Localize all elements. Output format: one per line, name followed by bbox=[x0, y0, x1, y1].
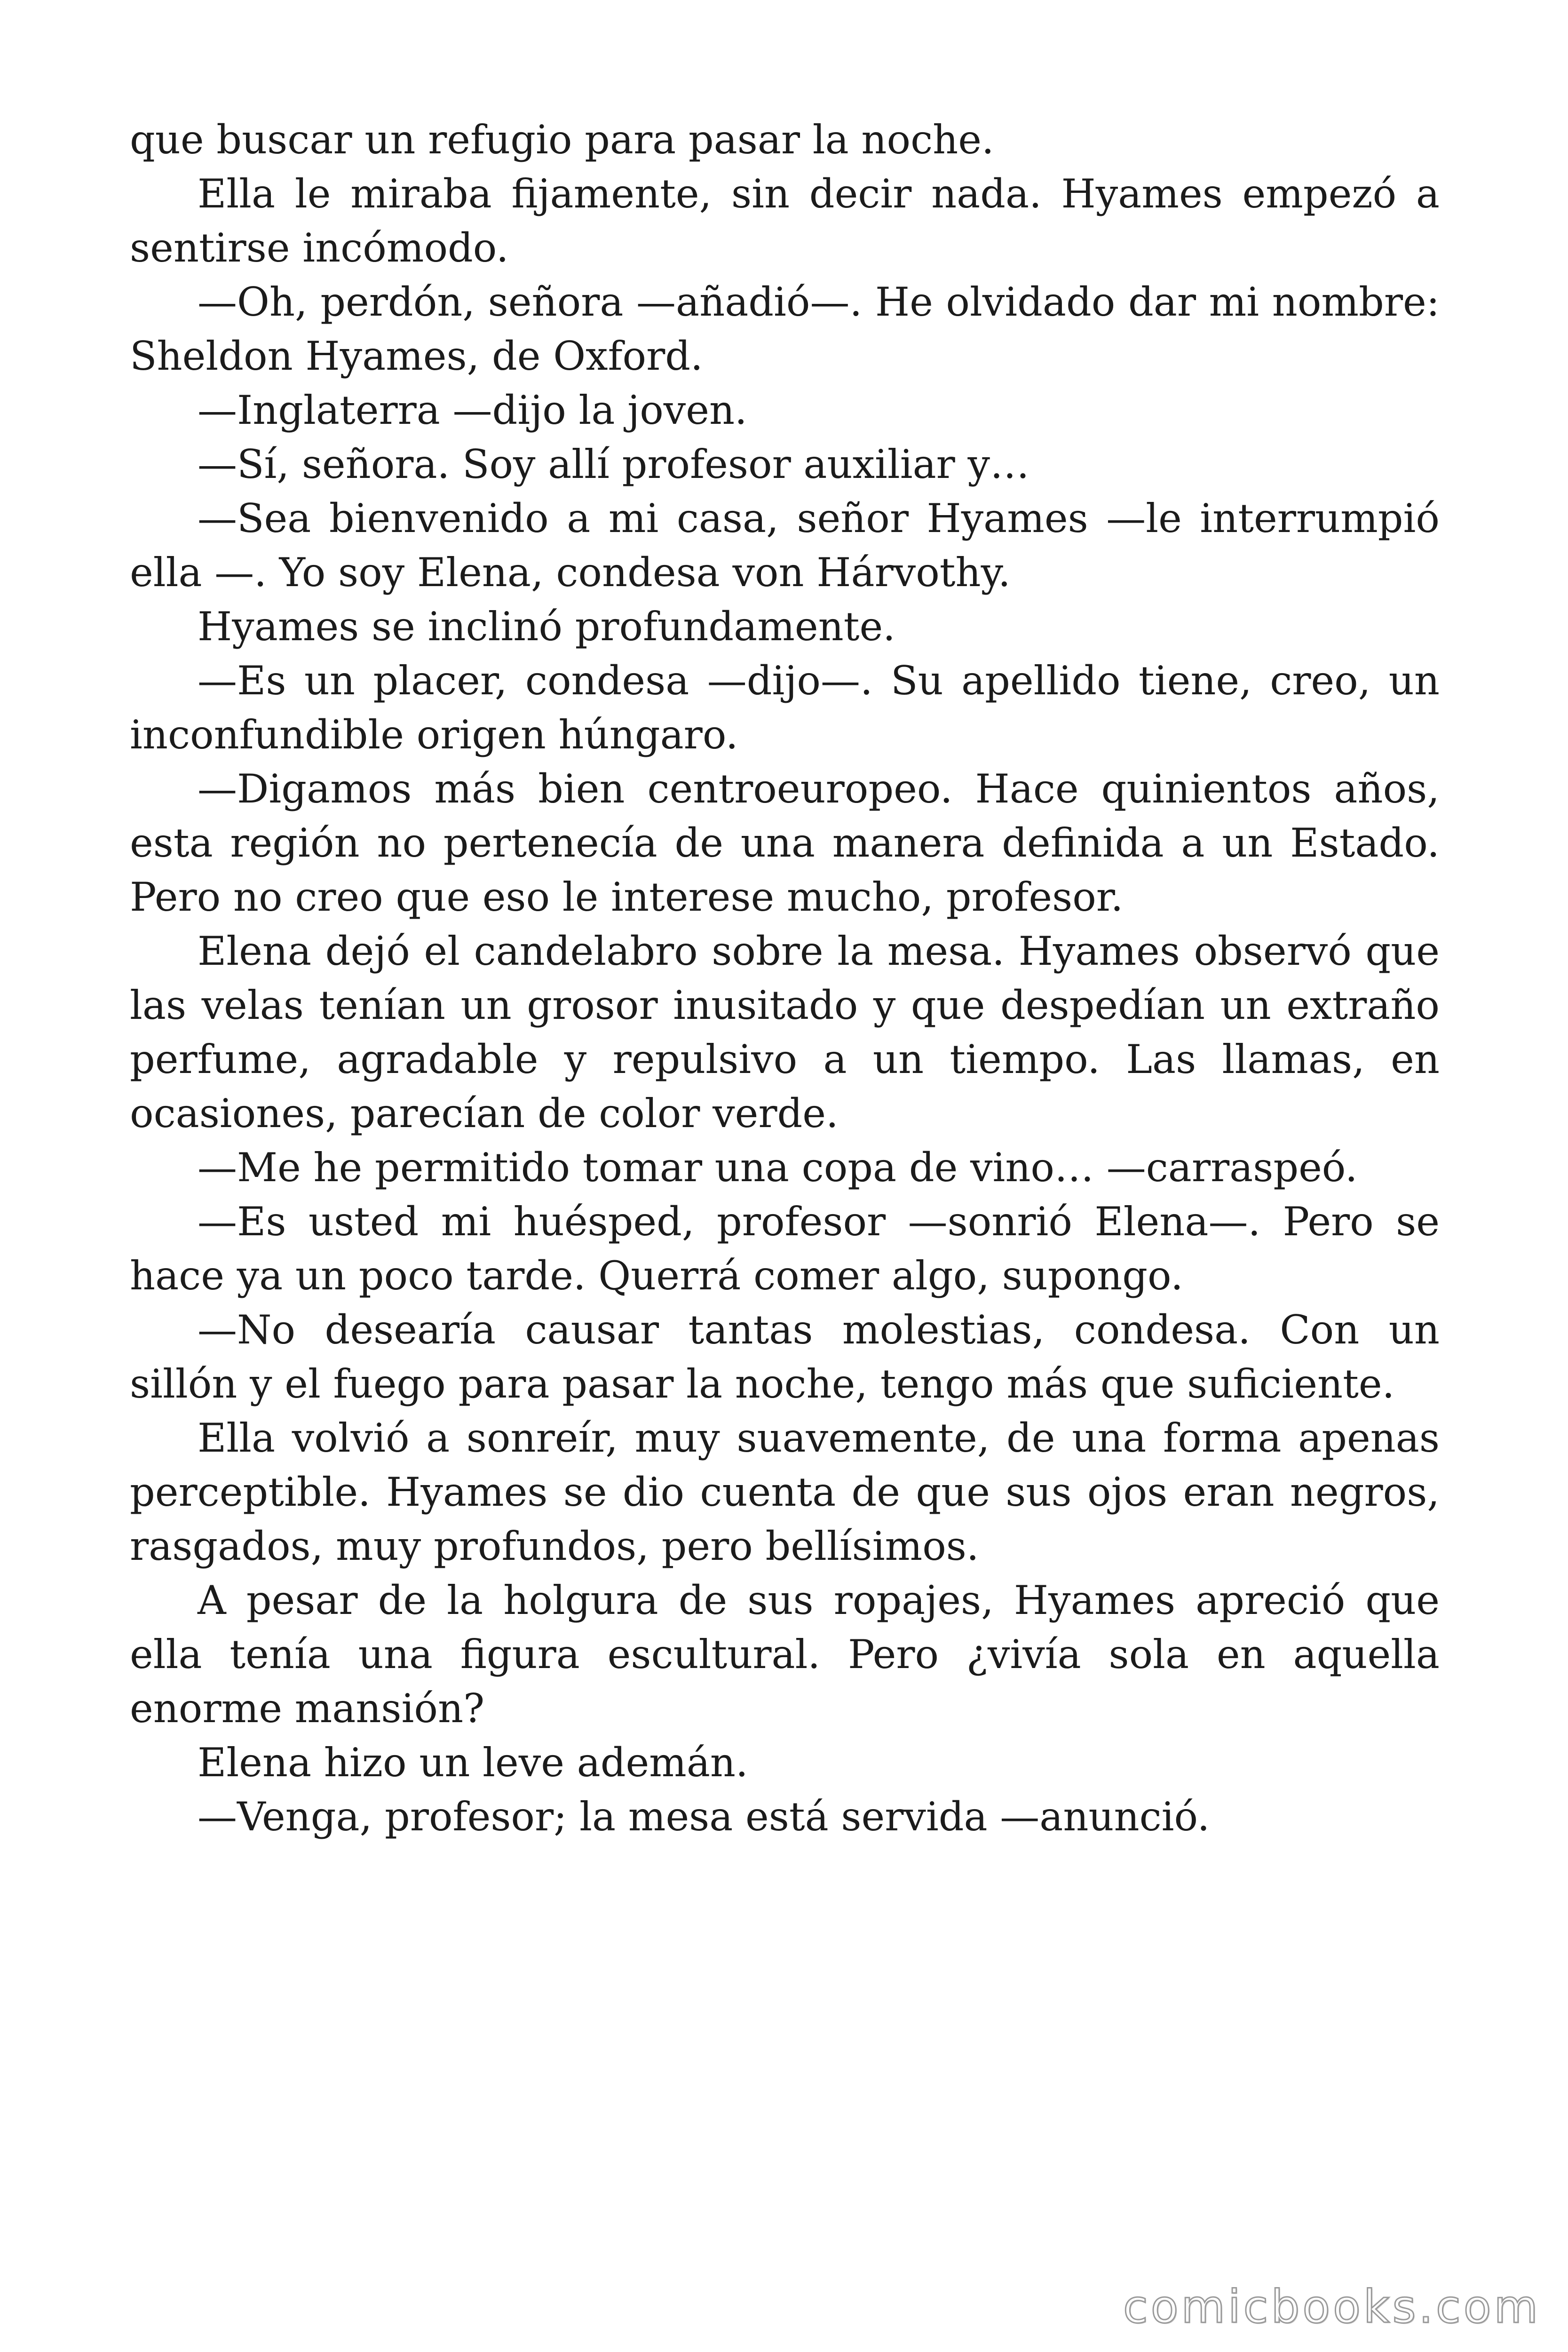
paragraph: A pesar de la holgura de sus ropajes, Hyames apreció que ella tenía una figura escultural. Pero ¿vivía sola en aquella enorme mansión? bbox=[130, 1577, 1440, 1732]
paragraph: —Sea bienvenido a mi casa, señor Hyames —le interrumpió ella —. Yo soy Elena, condesa von Hárvothy. bbox=[130, 495, 1440, 596]
paragraph: —Inglaterra —dijo la joven. bbox=[198, 387, 747, 433]
paragraph: —Sí, señora. Soy allí profesor auxiliar y… bbox=[198, 441, 1029, 487]
paragraph: —Es usted mi huésped, profesor —sonrió Elena—. Pero se hace ya un poco tarde. Querrá comer algo, supongo. bbox=[130, 1199, 1440, 1299]
paragraph: Ella le miraba fijamente, sin decir nada. Hyames empezó a sentirse incómodo. bbox=[130, 171, 1440, 271]
paragraph: —Digamos más bien centroeuropeo. Hace quinientos años, esta región no pertenecía de una manera definida a un Estado. Pero no creo que eso le interese mucho, profesor. bbox=[130, 766, 1440, 920]
paragraph: —Me he permitido tomar una copa de vino… —carraspeó. bbox=[198, 1144, 1358, 1191]
paragraph: Hyames se inclinó profundamente. bbox=[198, 604, 895, 650]
paragraph: —Es un placer, condesa —dijo—. Su apellido tiene, creo, un inconfundible origen húngaro. bbox=[130, 658, 1440, 758]
watermark-logo: comicbooks.com bbox=[1123, 2280, 1541, 2333]
paragraph: Elena dejó el candelabro sobre la mesa. Hyames observó que las velas tenían un grosor inusitado y que despedían un extraño perfume, agradable y repulsivo a un tiempo. Las llamas, en ocasiones, parecían de color verde. bbox=[130, 928, 1440, 1136]
paragraph: —Oh, perdón, señora —añadió—. He olvidado dar mi nombre: Sheldon Hyames, de Oxford. bbox=[130, 279, 1440, 379]
paragraph: Elena hizo un leve ademán. bbox=[198, 1740, 748, 1786]
page-body bbox=[130, 113, 1440, 1844]
paragraph: que buscar un refugio para pasar la noche. bbox=[130, 117, 994, 163]
paragraph: —Venga, profesor; la mesa está servida —anunció. bbox=[198, 1794, 1210, 1840]
paragraph: —No desearía causar tantas molestias, condesa. Con un sillón y el fuego para pasar la noche, tengo más que suficiente. bbox=[130, 1307, 1440, 1407]
paragraph: Ella volvió a sonreír, muy suavemente, de una forma apenas perceptible. Hyames se dio cuenta de que sus ojos eran negros, rasgados, muy profundos, pero bellísimos. bbox=[130, 1415, 1440, 1569]
